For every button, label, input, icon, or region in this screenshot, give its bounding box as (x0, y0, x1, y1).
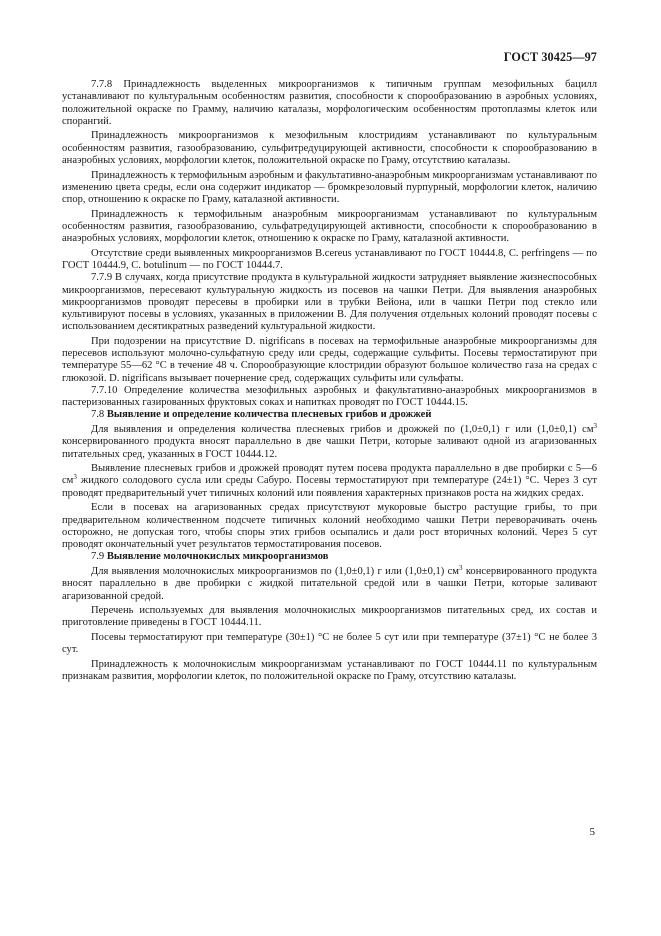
paragraph-thermophilic-anaerobic: Принадлежность к термофильным анаэробным микроорганизмам устанавливают по культуральным особенностям развития, газообразованию, сульфатредуцирующей активности, способности к спорообразованию в анаэробных условиях, морфологии клеток, отношению к окраске по Граму, каталазной активности. (62, 208, 597, 245)
paragraph-d-nigrificans: При подозрении на присутствие D. nigrificans в посевах на термофильные анаэробные микроорганизмы для пересевов используют молочно-сульфатную среду или среды, содержащие сульфиты. Посевы термостатируют при температуре 55—62 °С в течение 48 ч. Спорообразующие клостридии образуют большое количество газа на средах с глюкозой. D. nigrificans вызывает почернение сред, содержащих сульфиты или сульфаты. (62, 335, 597, 384)
paragraph-7-7-10: 7.7.10 Определение количества мезофильных аэробных и факультативно-анаэробных микроорганизмов в пастеризованных газированных фруктовых соках и напитках проводят по ГОСТ 10444.15. (62, 384, 597, 409)
page-number: 5 (589, 826, 595, 838)
paragraph-7-7-9: 7.7.9 В случаях, когда присутствие продукта в культуральной жидкости затрудняет выявление жизнеспособных микроорганизмов, пересевают культуральную жидкость из посевов на чашки Петри. Для выявления анаэробных микроорганизмов проводят пересевы в пробирки или в трубки Вейона, или в чашки Петри под стекло или культивируют посевы в условиях, указанных в приложении В. Для получения отдельных колоний проводят посевы с использованием десятикратных разведений культуральной жидкости. (62, 272, 597, 333)
paragraph-lactic-acid-sampling: Для выявления молочнокислых микроорганизмов по (1,0±0,1) г или (1,0±0,1) $см^3$ консервированного продукта вносят параллельно в две пробирки с жидкой питательной средой или в чашки Петри, которые заливают агаризованной средой. (62, 564, 597, 602)
paragraph-absence-bcereus: Отсутствие среди выявленных микроорганизмов B.cereus устанавливают по ГОСТ 10444.8, C. perfringens — по ГОСТ 10444.9, C. botulinum — по ГОСТ 10444.7. (62, 247, 597, 272)
paragraph-lactic-acid-identification: Принадлежность к молочнокислым микроорганизмам устанавливают по ГОСТ 10444.11 по культуральным признакам развития, морфологии клеток, по положительной окраске по Граму, отсутствию каталазы. (62, 658, 597, 683)
paragraph-mucor-fungi: Если в посевах на агаризованных средах присутствуют мукоровые быстро растущие грибы, то при предварительном количественном подсчете типичных колоний необходимо чашки Петри переворачивать очень осторожно, не допуская того, чтобы споры этих грибов осыпались и дали рост вторичных колоний. Через 5 сут проводят окончательный учет результатов термостатирования посевов. (62, 502, 597, 551)
section-heading-7-8 (62, 409, 597, 421)
paragraph-thermophilic-aerobic: Принадлежность к термофильным аэробным и факультативно-анаэробным микроорганизмам устанавливают по изменению цвета среды, если она содержит индикатор — бромкрезоловый пурпурный, морфологии клеток, наличию спор, отношению к окраске по Граму, каталазной активности. (62, 169, 597, 206)
paragraph-7-7-8: 7.7.8 Принадлежность выделенных микроорганизмов к типичным группам мезофильных бацилл устанавливают по культуральным особенностям развития, способности к спорообразованию в аэробных условиях, положительной окраске по Грамму, наличию каталазы, морфологическим особенностям протоплазмы клеток или спорангий. (62, 79, 597, 127)
paragraph-lactic-acid-media: Перечень используемых для выявления молочнокислых микроорганизмов питательных сред, их состав и приготовление приведены в ГОСТ 10444.11. (62, 605, 597, 629)
standard-code-header: ГОСТ 30425—97 (503, 50, 597, 64)
section-title-7-8: Выявление и определение количества плесневых грибов и дрожжей (106, 409, 432, 421)
paragraph-mesophilic-clostridia: Принадлежность микроорганизмов к мезофильным клостридиям устанавливают по культуральным особенностям развития, газообразованию, сульфитредуцирующей активности, способности к спорообразованию в анаэробных условиях, морфологии клеток, положительной окраске по Граму, отсутствию каталазы. (62, 130, 597, 166)
body-text (62, 79, 597, 683)
section-heading-7-9 (62, 551, 597, 563)
section-number-7-8: 7.8 (91, 409, 105, 421)
paragraph-moulds-yeasts-count: Для выявления и определения количества плесневых грибов и дрожжей по (1,0±0,1) г или (1,0±0,1) $см^3$ консервированного продукта вносят параллельно в две чашки Петри, которые заливают одной из агаризованных питательных сред, указанных в ГОСТ 10444.12. (62, 422, 597, 460)
section-title-7-9: Выявление молочнокислых микроорганизмов (106, 551, 329, 563)
section-number-7-9: 7.9 (91, 551, 105, 563)
paragraph-moulds-yeasts-tubes: Выявление плесневых грибов и дрожжей проводят путем посева продукта параллельно в две пробирки с 5—6 $см^3$ жидкого солодового сусла или среды Сабуро. Посевы термостатируют при температуре (24±1) °С. Через 3 сут проводят предварительный учет типичных колоний или появления характерных признаков роста на жидких средах. (62, 463, 597, 499)
paragraph-lactic-acid-incubation: Посевы термостатируют при температуре (30±1) °С не более 5 сут или при температуре (37±1) °С не более 3 сут. (62, 632, 597, 656)
